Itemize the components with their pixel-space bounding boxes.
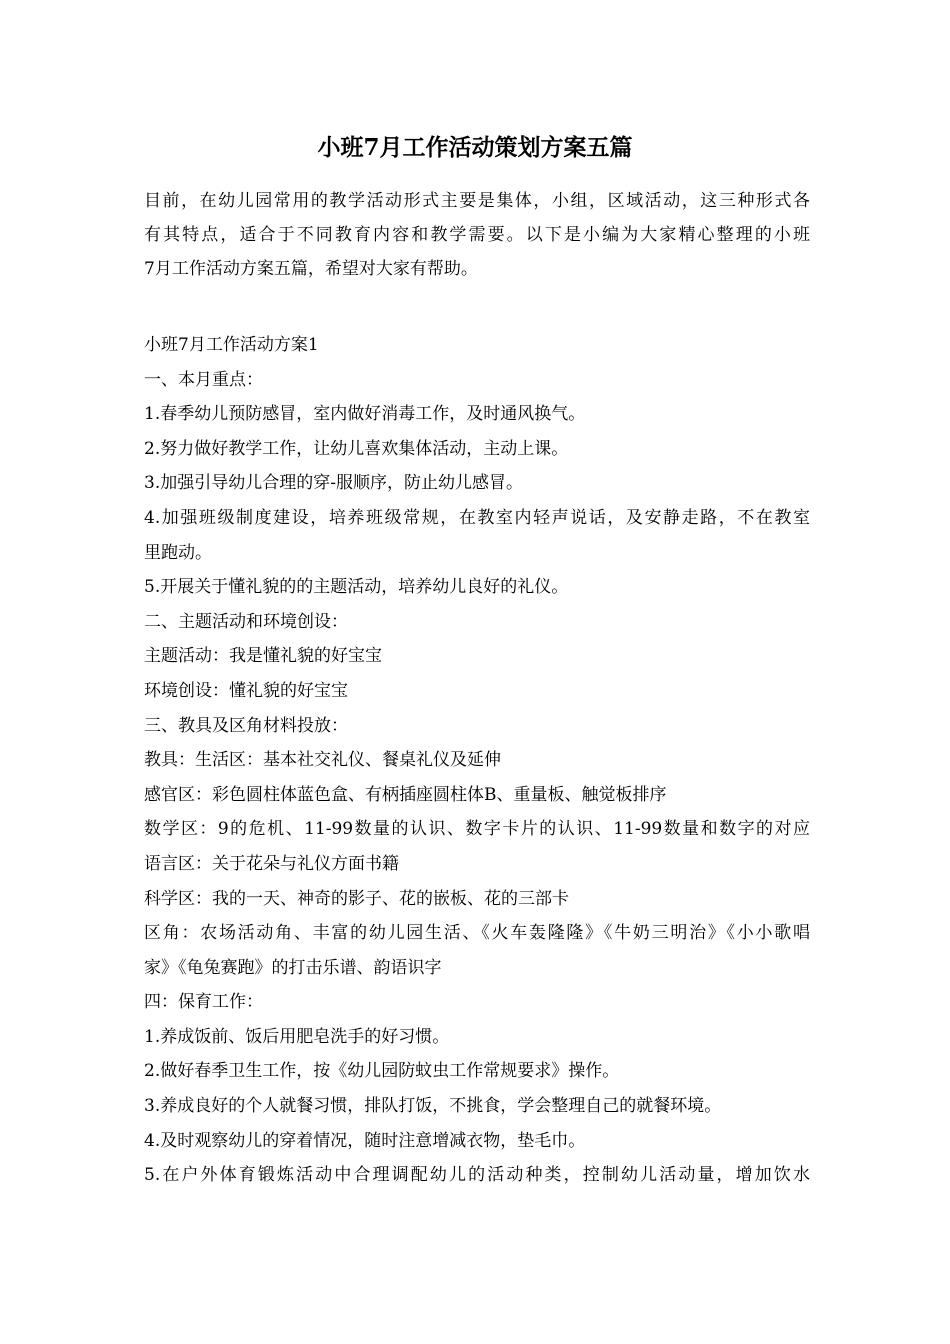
text-line: 5.在户外体育锻炼活动中合理调配幼儿的活动种类，控制幼儿活动量，增加饮水: [144, 1165, 810, 1186]
intro-paragraph: [144, 184, 810, 286]
text-line: 1.养成饭前、饭后用肥皂洗手的好习惯。: [144, 1026, 450, 1047]
intro-line: 有其特点，适合于不同教育内容和教学需要。以下是小编为大家精心整理的小班: [144, 225, 810, 245]
text-line: 数学区：9的危机、11-99数量的认识、数字卡片的认识、11-99数量和数字的对应: [144, 819, 810, 840]
text-line: 教具：生活区：基本社交礼仪、餐桌礼仪及延伸: [144, 750, 501, 771]
text-line: 3.养成良好的个人就餐习惯，排队打饭，不挑食，学会整理自己的就餐环境。: [144, 1096, 722, 1117]
section-heading: 小班7月工作活动方案1: [144, 335, 319, 355]
text-line: 里跑动。: [144, 542, 212, 563]
text-line: 主题活动：我是懂礼貌的好宝宝: [144, 646, 382, 667]
subheading: 四：保育工作：: [144, 992, 263, 1013]
text-line: 4.加强班级制度建设，培养班级常规，在教室内轻声说话，及安静走路，不在教室: [144, 507, 810, 528]
text-line: 2.做好春季卫生工作，按《幼儿园防蚊虫工作常规要求》操作。: [144, 1061, 620, 1082]
text-line: 环境创设：懂礼貌的好宝宝: [144, 680, 348, 701]
text-line: 5.开展关于懂礼貌的的主题活动，培养幼儿良好的礼仪。: [144, 577, 569, 598]
text-line: 2.努力做好教学工作，让幼儿喜欢集体活动，主动上课。: [144, 438, 569, 459]
subheading: 二、主题活动和环境创设：: [144, 611, 348, 632]
text-line: 区角：农场活动角、丰富的幼儿园生活、《火车轰隆隆》《牛奶三明治》《小小歌唱: [144, 923, 810, 944]
intro-line: 目前，在幼儿园常用的教学活动形式主要是集体，小组，区域活动，这三种形式各: [144, 191, 810, 211]
text-line: 家》《龟兔赛跑》的打击乐谱、韵语识字: [144, 957, 442, 978]
text-line: 感官区：彩色圆柱体蓝色盒、有柄插座圆柱体B、重量板、触觉板排序: [144, 784, 667, 805]
subheading: 一、本月重点：: [144, 369, 263, 390]
document-body: [144, 328, 810, 1193]
document-title: 小班7月工作活动策划方案五篇: [317, 134, 633, 161]
text-line: 1.春季幼儿预防感冒，室内做好消毒工作，及时通风换气。: [144, 404, 586, 425]
subheading: 三、教具及区角材料投放：: [144, 715, 348, 736]
text-line: 3.加强引导幼儿合理的穿-服顺序，防止幼儿感冒。: [144, 473, 523, 494]
intro-line: 7月工作活动方案五篇，希望对大家有帮助。: [144, 259, 478, 279]
text-line: 语言区：关于花朵与礼仪方面书籍: [144, 853, 399, 874]
text-line: 4.及时观察幼儿的穿着情况，随时注意增减衣物，垫毛巾。: [144, 1130, 586, 1151]
text-line: 科学区：我的一天、神奇的影子、花的嵌板、花的三部卡: [144, 888, 569, 909]
